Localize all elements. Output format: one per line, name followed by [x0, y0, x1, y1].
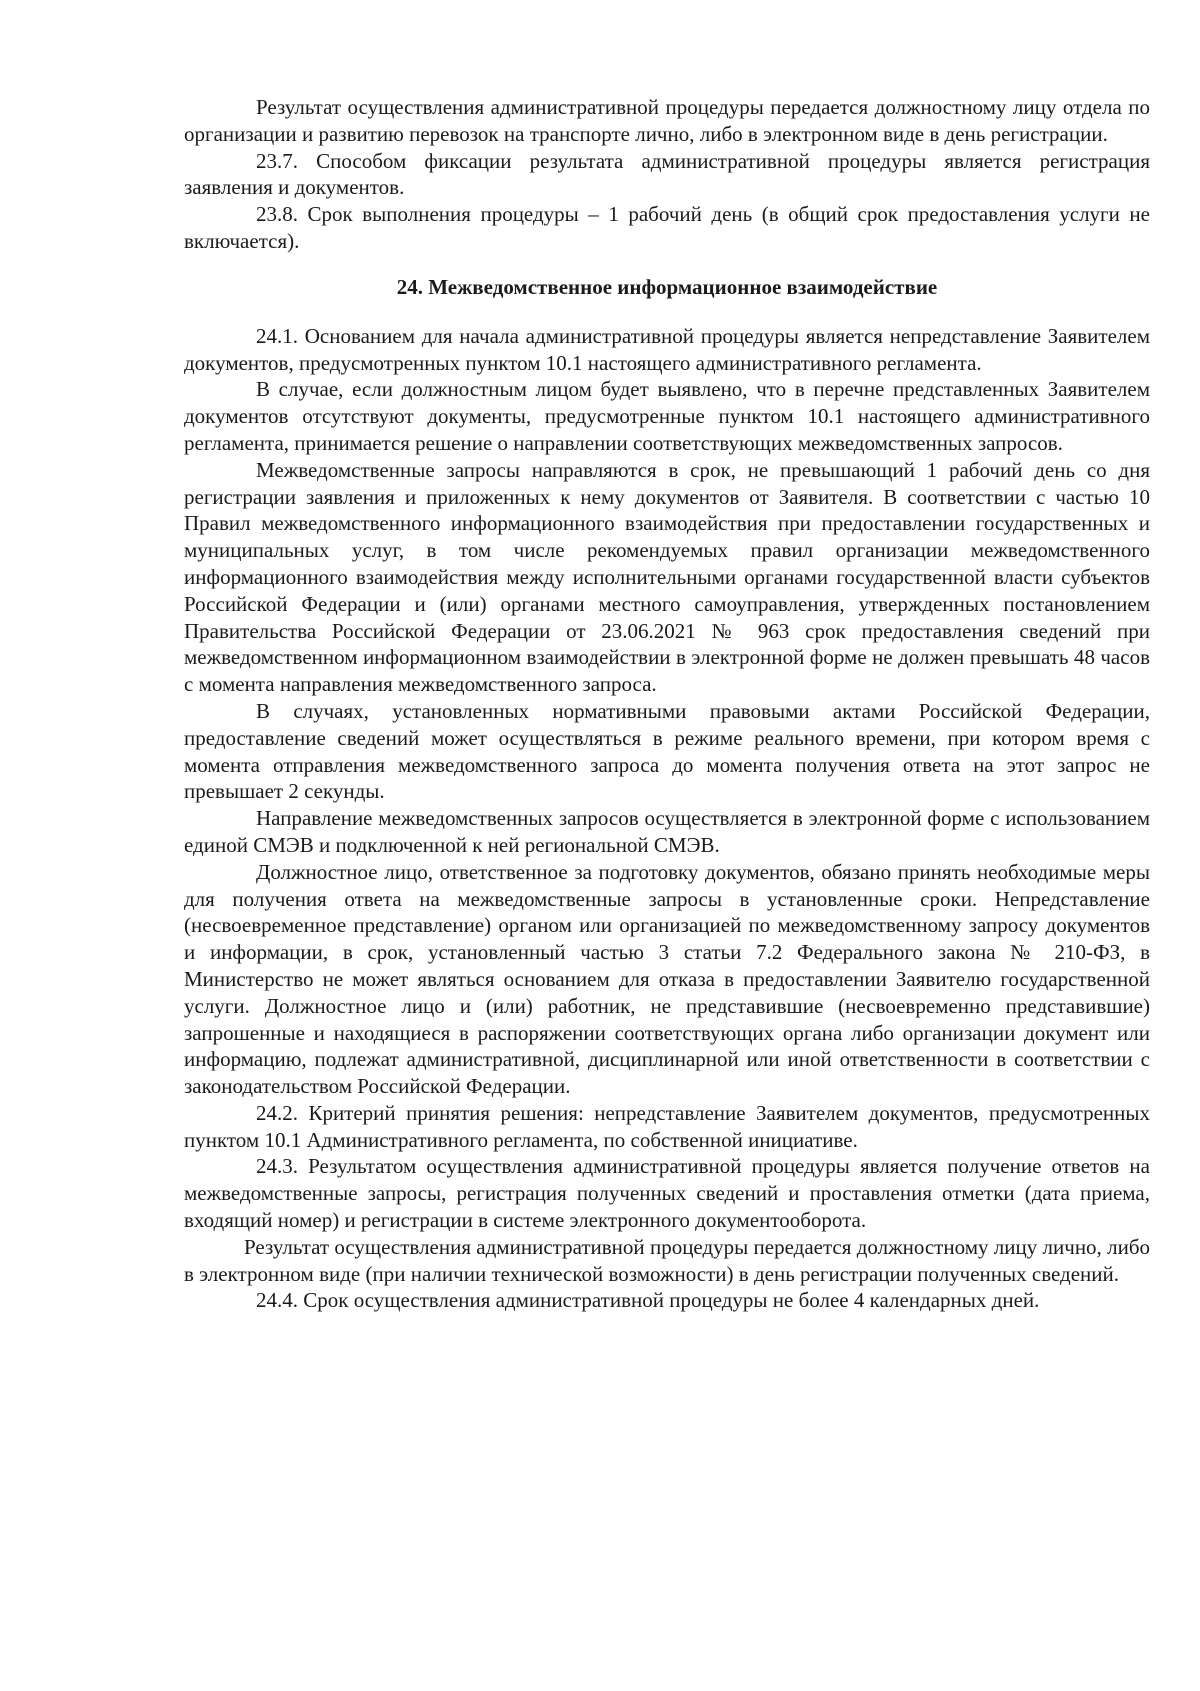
paragraph-responsibility: Должностное лицо, ответственное за подготовку документов, обязано принять необходимые меры для получения ответа на межведомственные запросы в установленные сроки. Непредставление (несвоевременное представление) органом или организацией по межведомственному запросу документов и информации, в срок, установленный частью 3 статьи 7.2 Федерального закона № 210-ФЗ, в Министерство не может являться основанием для отказа в предоставлении Заявителю государственной услуги. Должностное лицо и (или) работник, не представившие (несвоевременно представившие) запрошенные и находящиеся в распоряжении соответствующих органа либо организации документ или информацию, подлежат административной, дисциплинарной или иной ответственности в соответствии с законодательством Российской Федерации. [184, 859, 1150, 1099]
section-heading-24: 24. Межведомственное информационное взаимодействие [396, 274, 938, 299]
paragraph-smev: Направление межведомственных запросов осуществляется в электронной форме с использованием единой СМЭВ и подключенной к ней региональной СМЭВ. [184, 806, 1150, 857]
paragraph-24-4: 24.4. Срок осуществления административной процедуры не более 4 календарных дней. [256, 1288, 1040, 1313]
paragraph-realtime: В случаях, установленных нормативными правовыми актами Российской Федерации, предоставление сведений может осуществляться в режиме реального времени, при котором время с момента отправления межведомственного запроса до момента получения ответа на этот запрос не превышает 2 секунды. [184, 698, 1150, 804]
paragraph-result-transfer: Результат осуществления административной процедуры передается должностному лицу отдела по организации и развитию перевозок на транспорте лично, либо в электронном виде в день регистрации. [184, 95, 1150, 146]
paragraph-24-2: 24.2. Критерий принятия решения: непредставление Заявителем документов, предусмотренных пунктом 10.1 Административного регламента, по собственной инициативе. [184, 1100, 1150, 1152]
paragraph-24-1: 24.1. Основанием для начала административной процедуры является непредставление Заявителем документов, предусмотренных пунктом 10.1 настоящего административного регламента. [184, 323, 1150, 375]
paragraph-23-7: 23.7. Способом фиксации результата административной процедуры является регистрация заявления и документов. [184, 148, 1150, 200]
paragraph-result-delivery: Результат осуществления административной процедуры передается должностному лицу лично, либо в электронном виде (при наличии технической возможности) в день регистрации полученных сведений. [184, 1234, 1150, 1286]
paragraph-request-timing: Межведомственные запросы направляются в срок, не превышающий 1 рабочий день со дня регистрации заявления и приложенных к нему документов от Заявителя. В соответствии с частью 10 Правил межведомственного информационного взаимодействия при предоставлении государственных и муниципальных услуг, в том числе рекомендуемых правил организации межведомственного информационного взаимодействия между исполнительными органами государственной власти субъектов Российской Федерации и (или) органами местного самоуправления, утвержденных постановлением Правительства Российской Федерации от 23.06.2021 № 963 срок предоставления сведений при межведомственном информационном взаимодействии в электронной форме не должен превышать 48 часов с момента направления межведомственного запроса. [184, 457, 1150, 697]
paragraph-missing-documents: В случае, если должностным лицом будет выявлено, что в перечне представленных Заявителем документов отсутствуют документы, предусмотренные пунктом 10.1 настоящего административного регламента, принимается решение о направлении соответствующих межведомственных запросов. [184, 377, 1150, 455]
document-page [184, 94, 1150, 1314]
paragraph-24-3: 24.3. Результатом осуществления административной процедуры является получение ответов на межведомственные запросы, регистрация полученных сведений и проставления отметки (дата приема, входящий номер) и регистрации в системе электронного документооборота. [184, 1154, 1150, 1233]
paragraph-23-8: 23.8. Срок выполнения процедуры – 1 рабочий день (в общий срок предоставления услуги не включается). [184, 202, 1150, 253]
